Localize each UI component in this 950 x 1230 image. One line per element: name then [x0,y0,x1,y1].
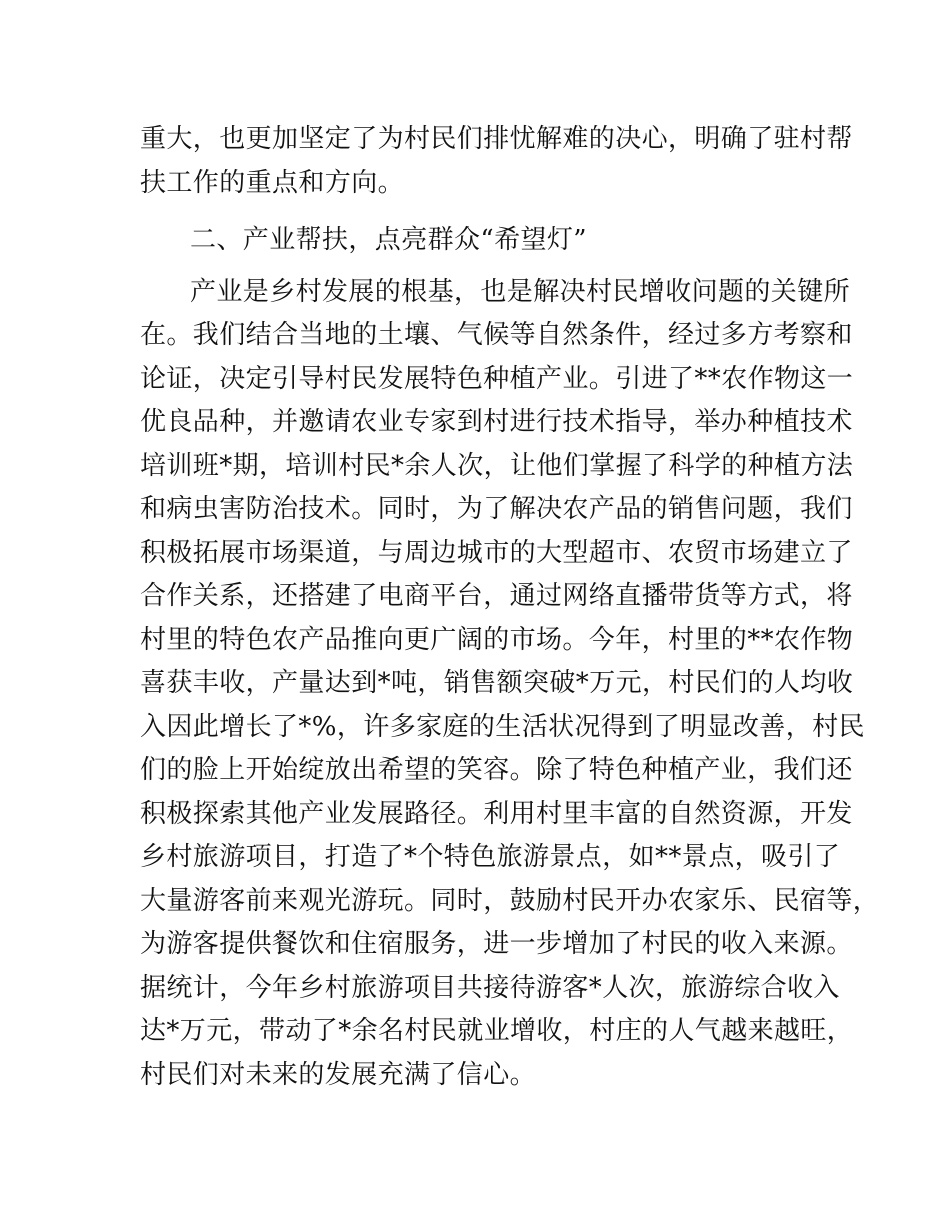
continuation-paragraph [140,118,853,205]
text-line: 积极探索其他产业发展路径。利用村里丰富的自然资源，开发 [140,798,853,829]
text-line: 论证，决定引导村民发展特色种植产业。引进了**农作物这一 [140,363,854,394]
text-line: 为游客提供餐饮和住宿服务，进一步增加了村民的收入来源。 [140,929,853,959]
body-paragraph [140,271,880,1098]
document-page [140,118,880,1097]
text-line: 们的脸上开始绽放出希望的笑容。除了特色种植产业，我们还 [140,755,853,785]
text-line: 和病虫害防治技术。同时，为了解决农产品的销售问题，我们 [140,494,853,524]
text-line: 喜获丰收，产量达到*吨，销售额突破*万元，村民们的人均收 [140,668,854,698]
text-line: 优良品种，并邀请农业专家到村进行技术指导，举办种植技术 [140,407,853,437]
text-line: 达*万元，带动了*余名村民就业增收，村庄的人气越来越旺， [140,1016,854,1046]
text-line: 重大，也更加坚定了为村民们排忧解难的决心，明确了驻村帮 [140,124,853,154]
text-line: 积极拓展市场渠道，与周边城市的大型超市、农贸市场建立了 [140,537,853,568]
text-line: 据统计，今年乡村旅游项目共接待游客*人次，旅游综合收入 [140,972,840,1003]
text-line: 大量游客前来观光游玩。同时，鼓励村民开办农家乐、民宿等， [140,885,880,916]
text-line: 入因此增长了*%，许多家庭的生活状况得到了明显改善，村民 [140,711,865,742]
text-line: 产业是乡村发展的根基，也是解决村民增收问题的关键所 [190,276,851,307]
text-line: 合作关系，还搭建了电商平台，通过网络直播带货等方式，将 [140,581,853,611]
section-heading: 二、产业帮扶，点亮群众“希望灯” [190,225,587,255]
text-line: 在。我们结合当地的土壤、气候等自然条件，经过多方考察和 [140,320,853,350]
text-line: 扶工作的重点和方向。 [140,167,405,198]
text-line: 乡村旅游项目，打造了*个特色旅游景点，如**景点，吸引了 [140,842,841,872]
text-line: 村里的特色农产品推向更广阔的市场。今年，村里的**农作物 [140,624,854,655]
text-line: 村民们对未来的发展充满了信心。 [140,1059,537,1090]
text-line: 培训班*期，培训村民*余人次，让他们掌握了科学的种植方法 [140,450,854,481]
